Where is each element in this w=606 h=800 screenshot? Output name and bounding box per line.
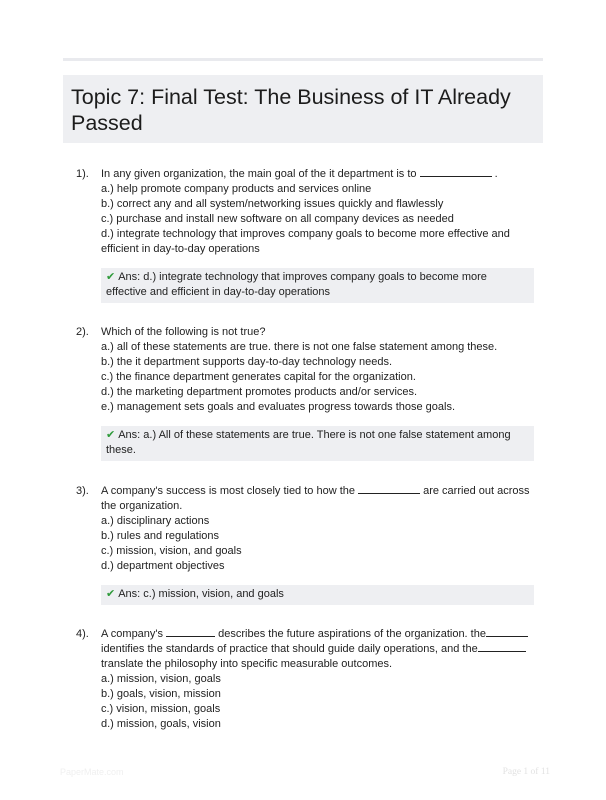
- answer-blank: [358, 484, 420, 494]
- checkmark-icon: ✔: [106, 588, 116, 600]
- question-stem-line-3: translate the philosophy into specific measurable outcomes.: [101, 658, 393, 670]
- option-e: e.) management sets goals and evaluates progress towards those goals.: [101, 401, 456, 413]
- answer-box: [101, 585, 534, 605]
- checkmark-icon: ✔: [106, 429, 116, 441]
- question-stem: A company's success is most closely tied to how the are carried out across the organization.: [101, 485, 530, 512]
- answer-text: Ans: a.) All of these statements are true. There is not one false statement among these.: [106, 429, 511, 456]
- answer-blank: [486, 627, 528, 637]
- option-d: d.) integrate technology that improves company goals to become more effective and efficient in day-to-day operations: [101, 228, 510, 255]
- option-b: b.) rules and regulations: [101, 530, 220, 542]
- option-a: a.) mission, vision, goals: [101, 673, 221, 685]
- question-number: 4).: [76, 628, 89, 640]
- option-a: a.) all of these statements are true. there is not one false statement among these.: [101, 341, 498, 353]
- question-stem-line-1: A company's describes the future aspirations of the organization. the: [101, 627, 538, 642]
- option-b: b.) correct any and all system/networking issues quickly and flawlessly: [101, 198, 444, 210]
- question-body: [101, 627, 538, 732]
- answer-text: Ans: c.) mission, vision, and goals: [118, 588, 284, 600]
- answer-blank: [166, 627, 215, 637]
- option-d: d.) department objectives: [101, 560, 225, 572]
- question-body: [101, 325, 538, 415]
- option-b: b.) goals, vision, mission: [101, 688, 221, 700]
- page-title: Topic 7: Final Test: The Business of IT Already Passed: [71, 85, 511, 135]
- title-banner: [63, 75, 543, 143]
- option-c: c.) the finance department generates capital for the organization.: [101, 371, 416, 383]
- question-stem: In any given organization, the main goal of the it department is to .: [101, 168, 498, 180]
- option-c: c.) purchase and install new software on all company devices as needed: [101, 213, 454, 225]
- question-2: [76, 325, 538, 461]
- question-stem: Which of the following is not true?: [101, 326, 266, 338]
- page-number: Page 1 of 11: [502, 767, 550, 777]
- question-number: 3).: [76, 485, 89, 497]
- question-3: [76, 484, 538, 605]
- option-a: a.) help promote company products and services online: [101, 183, 372, 195]
- footer-watermark: PaperMate.com: [60, 767, 124, 777]
- option-b: b.) the it department supports day-to-day technology needs.: [101, 356, 393, 368]
- question-body: [101, 484, 538, 574]
- answer-blank: [420, 167, 492, 177]
- top-divider: [63, 58, 543, 61]
- answer-box: [101, 268, 534, 303]
- option-c: c.) mission, vision, and goals: [101, 545, 242, 557]
- question-4: [76, 627, 538, 732]
- option-d: d.) the marketing department promotes products and/or services.: [101, 386, 418, 398]
- option-d: d.) mission, goals, vision: [101, 718, 221, 730]
- question-stem-line-2: identifies the standards of practice that should guide daily operations, and the: [101, 642, 538, 657]
- answer-text: Ans: d.) integrate technology that improves company goals to become more effective and efficient in day-to-day operations: [106, 271, 487, 298]
- question-body: [101, 167, 538, 257]
- question-number: 1).: [76, 168, 89, 180]
- question-1: [76, 167, 538, 303]
- answer-blank: [478, 642, 526, 652]
- option-a: a.) disciplinary actions: [101, 515, 210, 527]
- option-c: c.) vision, mission, goals: [101, 703, 221, 715]
- answer-box: [101, 426, 534, 461]
- checkmark-icon: ✔: [106, 271, 116, 283]
- question-number: 2).: [76, 326, 89, 338]
